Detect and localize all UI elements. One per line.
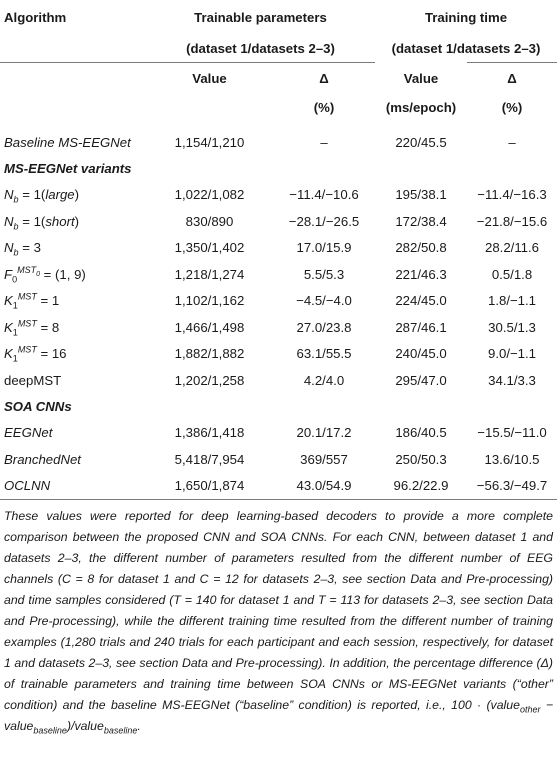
symbol: N: [4, 213, 14, 229]
symbol-sub: 1: [12, 300, 18, 311]
footnote-text: − value: [4, 698, 553, 733]
symbol: F: [4, 266, 13, 282]
params-cell: 1,154/1,210: [174, 134, 245, 150]
footnote-text: These values were reported for deep learning-based decoders to provide a more complete comparison between the proposed CNN and SOA CNNs. For each CNN, between dataset 1 and datasets 2–3, the different number of parameters resulted from the different number of EEG channels (C = 8 for dataset 1 and C = 12 for datasets 2–3, see section Data and Pre-processing) and time samples considered (T = 140 for dataset 1 and T = 113 for datasets 2–3, see section Data and Pre-processing), while the different training time resulted from the different number of training examples (1,280 trials and 240 trials for each participant and each session, respectively, for dataset 1 and datasets 2–3, see section Data and Pre-processing). In addition, the percentage difference (Δ) of trainable parameters and training time between SOA CNNs or MS-EEGNet variants (“other” condition) and the baseline MS-EEGNet (“baseline” condition) is reported, i.e., 100 · (value: [4, 509, 553, 712]
row-name: deepMST: [4, 372, 62, 388]
params-cell: 830/890: [185, 213, 234, 229]
header-row-3: [0, 63, 557, 93]
table-row: [0, 261, 557, 288]
time-cell: 172/38.4: [395, 213, 447, 229]
params-delta-cell: −28.1/−26.5: [288, 213, 360, 229]
section-variants: [0, 156, 557, 182]
params-delta-cell: 43.0/54.9: [296, 478, 352, 494]
footnote-text: )/value: [66, 719, 104, 733]
symbol-rest: = (1, 9): [39, 266, 86, 282]
symbol-sub: b: [13, 221, 19, 232]
section-soa: [0, 394, 557, 420]
params-cell: 5,418/7,954: [174, 451, 245, 467]
symbol: K: [4, 346, 13, 362]
symbol-sup-sub: 0: [36, 271, 40, 279]
params-delta-cell: 27.0/23.8: [296, 319, 352, 335]
row-name: Baseline MS-EEGNet: [4, 134, 131, 150]
time-delta-cell: 1.8/−1.1: [487, 293, 537, 309]
symbol-rest: = 1: [36, 293, 60, 309]
params-cell: 1,102/1,162: [174, 293, 245, 309]
params-cell: 1,022/1,082: [174, 187, 245, 203]
params-delta-cell: −4.5/−4.0: [296, 293, 352, 309]
symbol-sup: MST: [17, 318, 37, 329]
row-name: [0, 261, 146, 288]
time-delta-cell: –: [508, 134, 516, 150]
algorithm-header: Algorithm: [4, 9, 67, 25]
table-row: [0, 235, 557, 262]
params-cell: 1,466/1,498: [174, 319, 245, 335]
row-name: [0, 288, 146, 315]
delta-header-2: Δ: [507, 70, 517, 86]
table-row: [0, 288, 557, 315]
params-cell: 1,650/1,874: [174, 478, 245, 494]
symbol: N: [4, 240, 14, 256]
symbol-sup: MST: [17, 344, 37, 355]
section-title: SOA CNNs: [4, 399, 72, 414]
table-footnote: [0, 500, 557, 737]
time-cell: 224/45.0: [395, 293, 447, 309]
time-delta-cell: 9.0/−1.1: [487, 346, 537, 362]
row-name: [0, 208, 146, 235]
table-row: [0, 208, 557, 235]
symbol: K: [4, 293, 13, 309]
symbol-rest: = 1(: [18, 213, 46, 229]
params-cell: 1,202/1,258: [174, 372, 245, 388]
table-row: [0, 420, 557, 447]
symbol-sup: MST: [17, 291, 37, 302]
training-time-header: Training time: [424, 9, 508, 25]
symbol: K: [4, 319, 13, 335]
value-header: Value: [192, 70, 227, 86]
params-delta-cell: 4.2/4.0: [303, 372, 345, 388]
time-delta-cell: 0.5/1.8: [491, 266, 533, 282]
time-cell: 295/47.0: [395, 372, 447, 388]
symbol-end: ): [74, 213, 80, 229]
symbol-rest: = 8: [36, 319, 60, 335]
symbol-sub: 1: [12, 327, 18, 338]
table-row: [0, 473, 557, 500]
time-delta-cell: 28.2/11.6: [484, 240, 540, 256]
trainable-subheader: (dataset 1/datasets 2–3): [186, 40, 335, 56]
time-delta-cell: 30.5/1.3: [488, 319, 536, 335]
time-delta-cell: 34.1/3.3: [488, 372, 536, 388]
symbol-sub: 0: [12, 274, 18, 285]
row-name: [0, 235, 146, 262]
symbol-qualifier: large: [45, 187, 75, 203]
symbol-sub: b: [13, 247, 19, 258]
symbol-rest: = 16: [36, 346, 67, 362]
time-cell: 220/45.5: [395, 134, 447, 150]
value-header-2: Value: [403, 70, 439, 86]
row-name: BranchedNet: [4, 451, 81, 467]
time-cell: 250/50.3: [395, 451, 447, 467]
symbol-rest: = 1(: [18, 187, 46, 203]
symbol-qualifier: short: [45, 213, 75, 229]
table-row: [0, 367, 557, 394]
time-cell: 96.2/22.9: [393, 478, 449, 494]
symbol: N: [4, 187, 14, 203]
params-cell: 1,386/1,418: [174, 425, 245, 441]
section-title: MS-EEGNet variants: [4, 161, 132, 176]
row-name: [0, 182, 146, 209]
time-delta-cell: −56.3/−49.7: [476, 478, 548, 494]
table-row: [0, 314, 557, 341]
time-delta-cell: −11.4/−16.3: [477, 187, 547, 203]
params-cell: 1,218/1,274: [174, 266, 245, 282]
pct-header: (%): [313, 99, 335, 115]
params-delta-cell: –: [320, 134, 328, 150]
ms-epoch-header: (ms/epoch): [385, 99, 457, 115]
header-row-1: [0, 0, 557, 34]
delta-header: Δ: [319, 70, 329, 86]
pct-header-2: (%): [501, 99, 523, 115]
symbol-end: ): [74, 187, 80, 203]
table-row: [0, 182, 557, 209]
footnote-sub: other: [519, 704, 541, 715]
variants-body: [0, 182, 557, 394]
header-row-2: [0, 34, 557, 63]
time-cell: 186/40.5: [395, 425, 447, 441]
symbol-sup: MST0: [17, 265, 40, 279]
params-delta-cell: −11.4/−10.6: [289, 187, 359, 203]
footnote-sub: baseline: [33, 725, 67, 736]
time-cell: 195/38.1: [395, 187, 447, 203]
time-delta-cell: 13.6/10.5: [484, 451, 540, 467]
symbol-rest: = 3: [18, 240, 41, 256]
time-delta-cell: −15.5/−11.0: [477, 425, 547, 441]
symbol-sub: b: [13, 194, 19, 205]
row-name: OCLNN: [4, 478, 51, 494]
trainable-header: Trainable parameters: [194, 9, 327, 25]
row-name: EEGNet: [4, 425, 53, 441]
params-delta-cell: 20.1/17.2: [296, 425, 352, 441]
params-delta-cell: 5.5/5.3: [303, 266, 345, 282]
soa-body: [0, 420, 557, 500]
params-delta-cell: 369/557: [300, 451, 348, 467]
symbol-sub: 1: [12, 353, 18, 364]
row-name: [0, 314, 146, 341]
params-delta-cell: 63.1/55.5: [296, 346, 352, 362]
time-cell: 221/46.3: [395, 266, 447, 282]
footnote-sub: baseline: [103, 725, 138, 736]
training-time-subheader: (dataset 1/datasets 2–3): [391, 40, 541, 56]
header-row-4: [0, 93, 557, 121]
time-cell: 240/45.0: [395, 346, 447, 362]
footnote-text: .: [137, 719, 141, 733]
row-name: [0, 341, 146, 368]
params-cell: 1,882/1,882: [174, 346, 245, 362]
time-cell: 287/46.1: [395, 319, 447, 335]
params-cell: 1,350/1,402: [174, 240, 245, 256]
table-row: [0, 341, 557, 368]
table-row-baseline: [0, 129, 557, 156]
params-delta-cell: 17.0/15.9: [296, 240, 352, 256]
time-delta-cell: −21.8/−15.6: [476, 213, 548, 229]
table-row: [0, 446, 557, 473]
time-cell: 282/50.8: [395, 240, 447, 256]
